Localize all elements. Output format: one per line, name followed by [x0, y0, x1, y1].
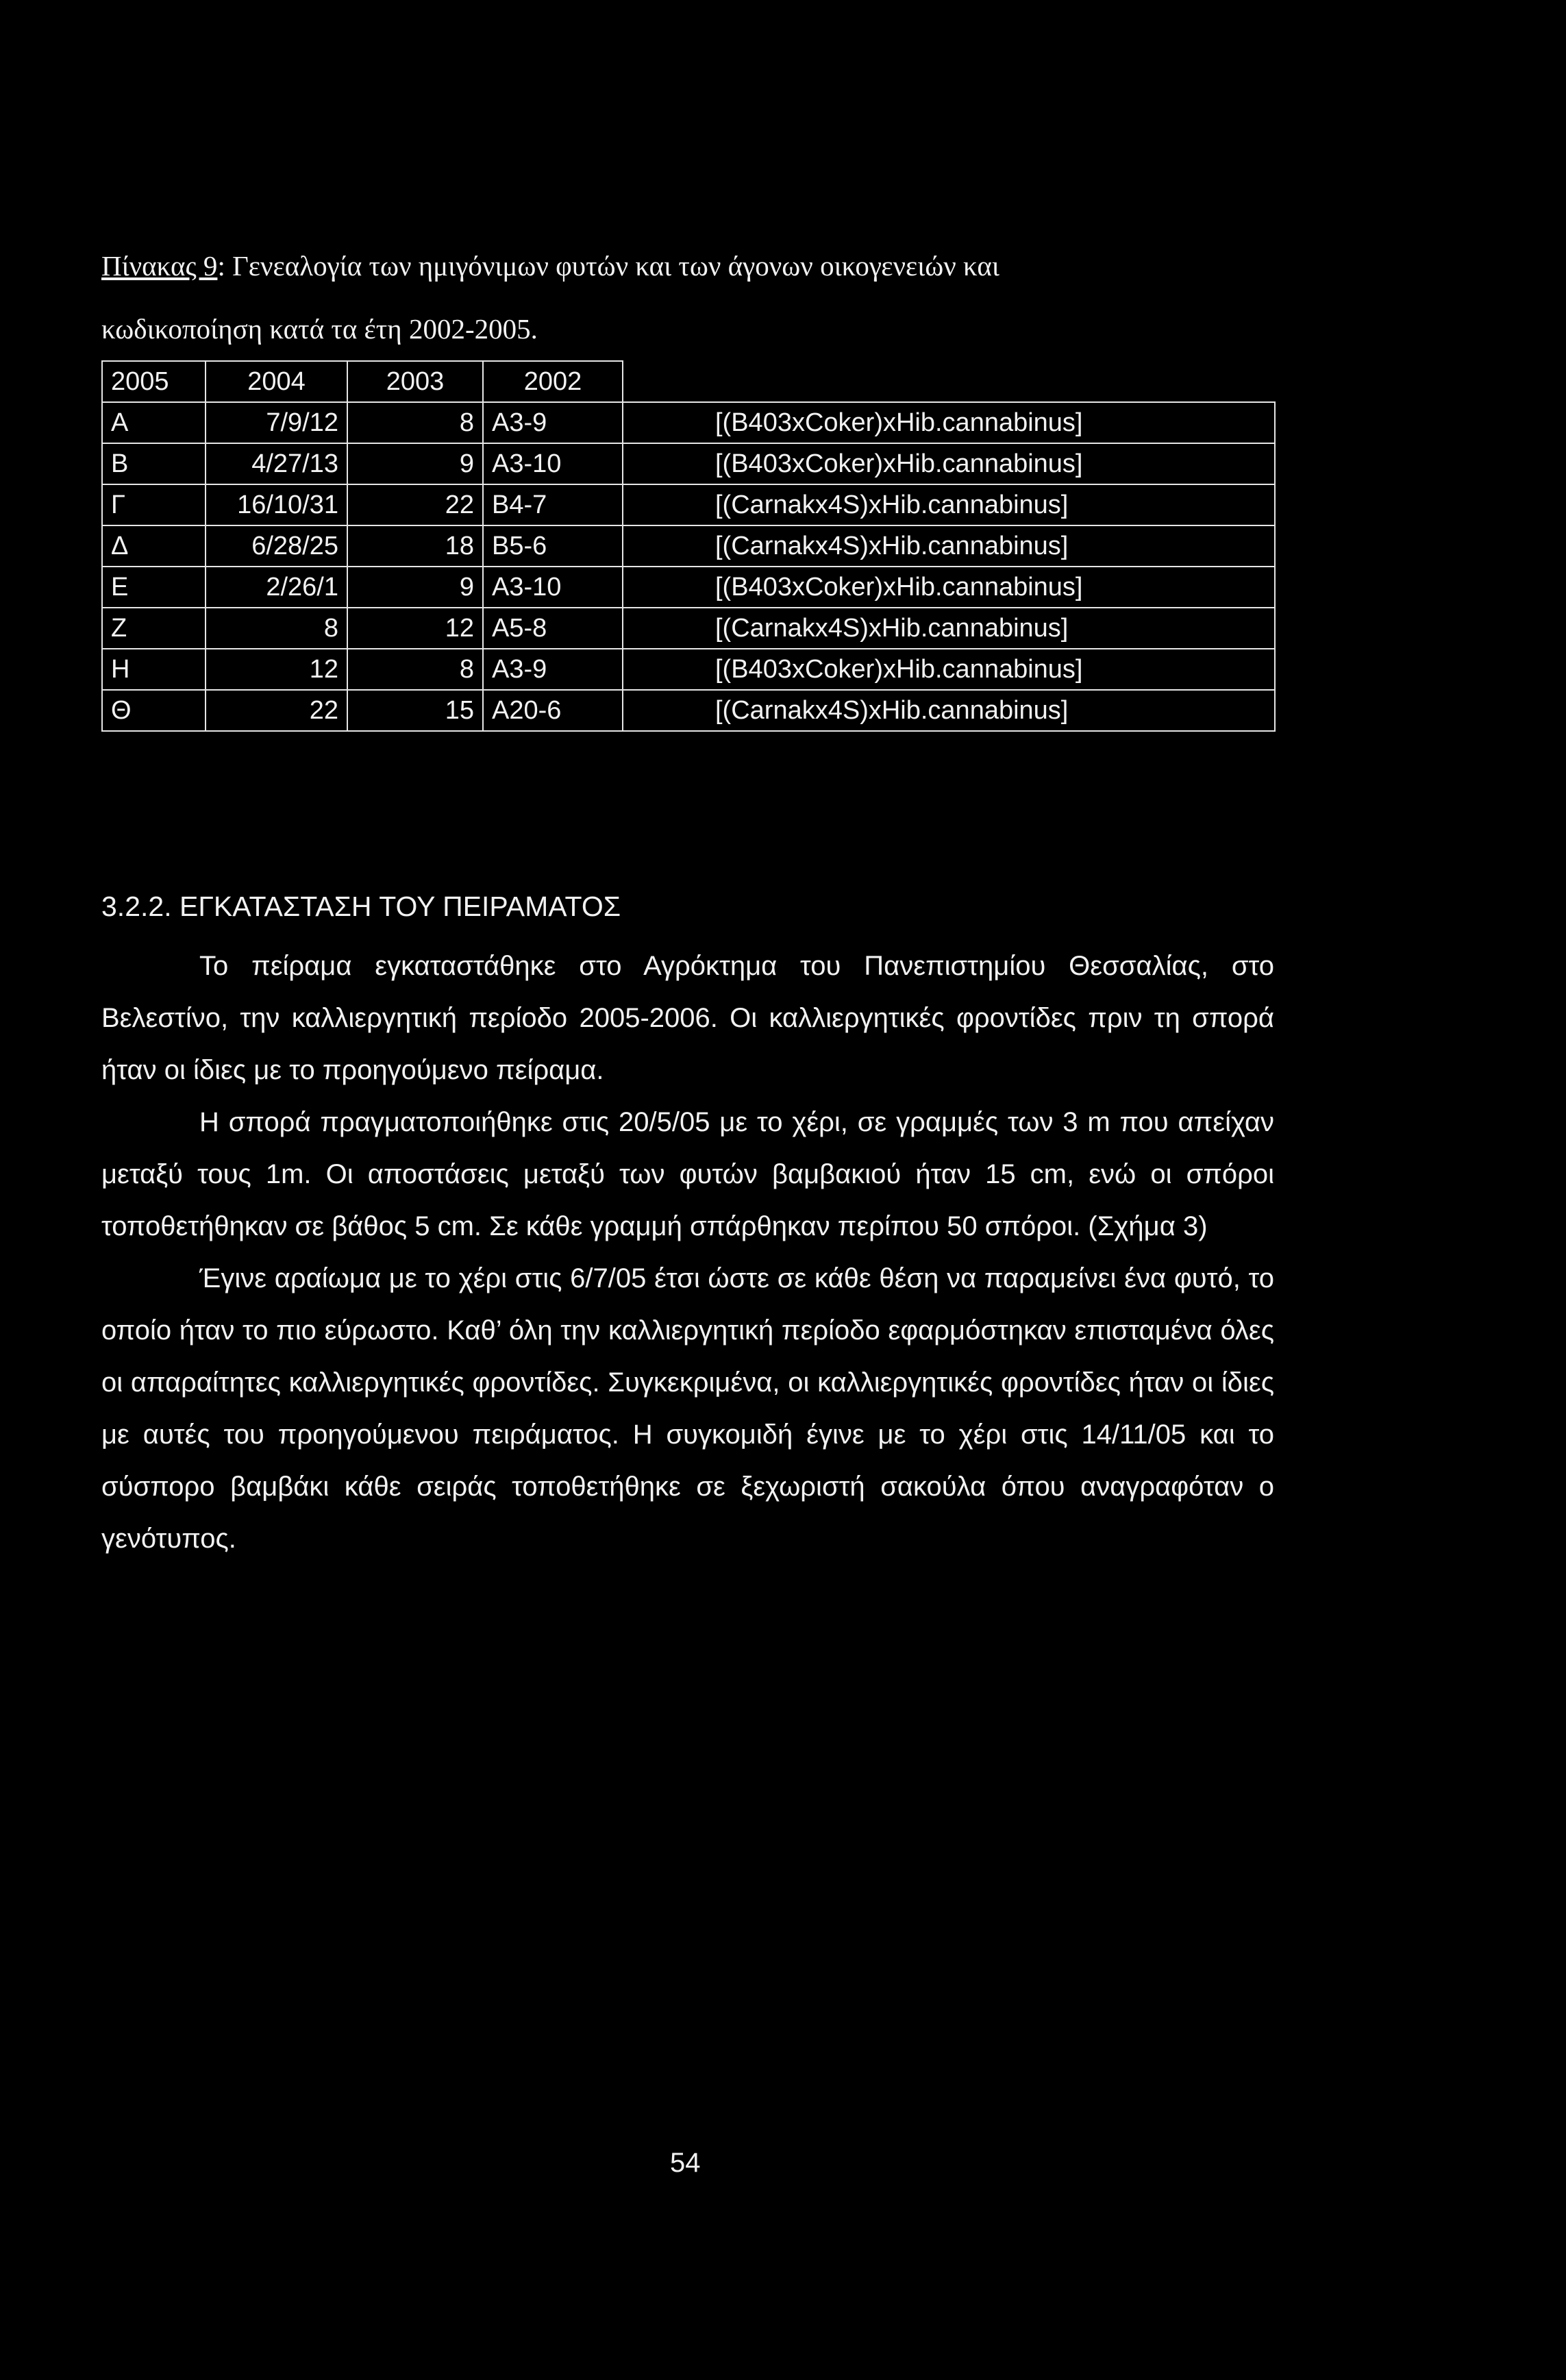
table-cell: Α3-9 — [483, 649, 623, 690]
genealogy-table — [101, 360, 1276, 732]
table-cell: 9 — [347, 443, 483, 484]
table-caption — [101, 234, 1280, 360]
table-cell: Β5-6 — [483, 525, 623, 567]
table-cell: Ε — [102, 567, 206, 608]
paragraph-2: Η σπορά πραγματοποιήθηκε στις 20/5/05 με το χέρι, σε γραμμές των 3 m που απείχαν μεταξύ τους 1m. Οι αποστάσεις μεταξύ των φυτών βαμβακιού ήταν 15 cm, ενώ οι σπόροι τοποθετήθηκαν σε βάθος 5 cm. Σε κάθε γραμμή σπάρθηκαν περίπου 50 σπόροι. (Σχήμα 3) — [101, 1107, 1274, 1241]
table-cell: Δ — [102, 525, 206, 567]
table-cell: Η — [102, 649, 206, 690]
table-cell: 12 — [206, 649, 347, 690]
table-cell: [(Β403xCoker)xHib.cannabinus] — [623, 402, 1275, 443]
table-cell: 7/9/12 — [206, 402, 347, 443]
table-header-row — [102, 361, 1275, 402]
table-cell: 6/28/25 — [206, 525, 347, 567]
table-cell: Β — [102, 443, 206, 484]
table-cell: [(Carnakx4S)xHib.cannabinus] — [623, 525, 1275, 567]
table-cell: [(Β403xCoker)xHib.cannabinus] — [623, 443, 1275, 484]
table-cell: [(Carnakx4S)xHib.cannabinus] — [623, 690, 1275, 731]
table-row — [102, 484, 1275, 525]
table-cell: [(Carnakx4S)xHib.cannabinus] — [623, 608, 1275, 649]
table-cell: 22 — [206, 690, 347, 731]
table-cell: Α3-10 — [483, 567, 623, 608]
table-cell: [(Carnakx4S)xHib.cannabinus] — [623, 484, 1275, 525]
table-cell: [(Β403xCoker)xHib.cannabinus] — [623, 567, 1275, 608]
table-row — [102, 649, 1275, 690]
header-2005: 2005 — [102, 361, 206, 402]
table-cell: 12 — [347, 608, 483, 649]
table-caption-text: : Γενεαλογία των ημιγόνιμων φυτών και των άγονων οικογενειών και — [217, 250, 999, 282]
table-cell: 8 — [206, 608, 347, 649]
paragraph-3: Έγινε αραίωμα με το χέρι στις 6/7/05 έτσι ώστε σε κάθε θέση να παραμείνει ένα φυτό, το οποίο ήταν το πιο εύρωστο. Καθ’ όλη την καλλιεργητική περίοδο εφαρμόστηκαν επισταμένα όλες οι απαραίτητες καλλιεργητικές φροντίδες. Συγκεκριμένα, οι καλλιεργητικές φροντίδες ήταν οι ίδιες με αυτές του προηγούμενου πειράματος. Η συγκομιδή έγινε με το χέρι στις 14/11/05 και το σύσπορο βαμβάκι κάθε σειράς τοποθετήθηκε σε ξεχωριστή σακούλα όπου αναγραφόταν ο γενότυπος. — [101, 1263, 1274, 1554]
table-cell: 16/10/31 — [206, 484, 347, 525]
table-cell: 18 — [347, 525, 483, 567]
table-row — [102, 567, 1275, 608]
table-cell: 8 — [347, 402, 483, 443]
section-heading: 3.2.2. ΕΓΚΑΤΑΣΤΑΣΗ ΤΟΥ ΠΕΙΡΑΜΑΤΟΣ — [101, 891, 621, 922]
table-cell: Α3-10 — [483, 443, 623, 484]
table-cell: 22 — [347, 484, 483, 525]
table-row — [102, 608, 1275, 649]
table-cell: Α20-6 — [483, 690, 623, 731]
table-row — [102, 443, 1275, 484]
table-cell: 2/26/1 — [206, 567, 347, 608]
table-row — [102, 402, 1275, 443]
table-cell: Θ — [102, 690, 206, 731]
header-2002: 2002 — [483, 361, 623, 402]
table-cell: Α3-9 — [483, 402, 623, 443]
header-2003: 2003 — [347, 361, 483, 402]
paragraph-1: Το πείραμα εγκαταστάθηκε στο Αγρόκτημα του Πανεπιστημίου Θεσσαλίας, στο Βελεστίνο, την καλλιεργητική περίοδο 2005-2006. Οι καλλιεργητικές φροντίδες πριν τη σπορά ήταν οι ίδιες με το προηγούμενο πείραμα. — [101, 951, 1274, 1085]
header-pedigree — [623, 361, 1275, 402]
table-cell: Γ — [102, 484, 206, 525]
page-number: 54 — [670, 2148, 701, 2178]
table-row — [102, 690, 1275, 731]
table-row — [102, 525, 1275, 567]
table-cell: [(Β403xCoker)xHib.cannabinus] — [623, 649, 1275, 690]
table-cell: Α5-8 — [483, 608, 623, 649]
table-label: Πίνακας 9 — [101, 250, 218, 282]
table-cell: 8 — [347, 649, 483, 690]
header-2004: 2004 — [206, 361, 347, 402]
table-cell: Α — [102, 402, 206, 443]
section-body — [101, 940, 1274, 1565]
table-cell: 4/27/13 — [206, 443, 347, 484]
table-cell: Β4-7 — [483, 484, 623, 525]
table-cell: 9 — [347, 567, 483, 608]
table-cell: 15 — [347, 690, 483, 731]
table-caption-text-line2: κωδικοποίηση κατά τα έτη 2002-2005. — [101, 313, 538, 345]
table-cell: Ζ — [102, 608, 206, 649]
